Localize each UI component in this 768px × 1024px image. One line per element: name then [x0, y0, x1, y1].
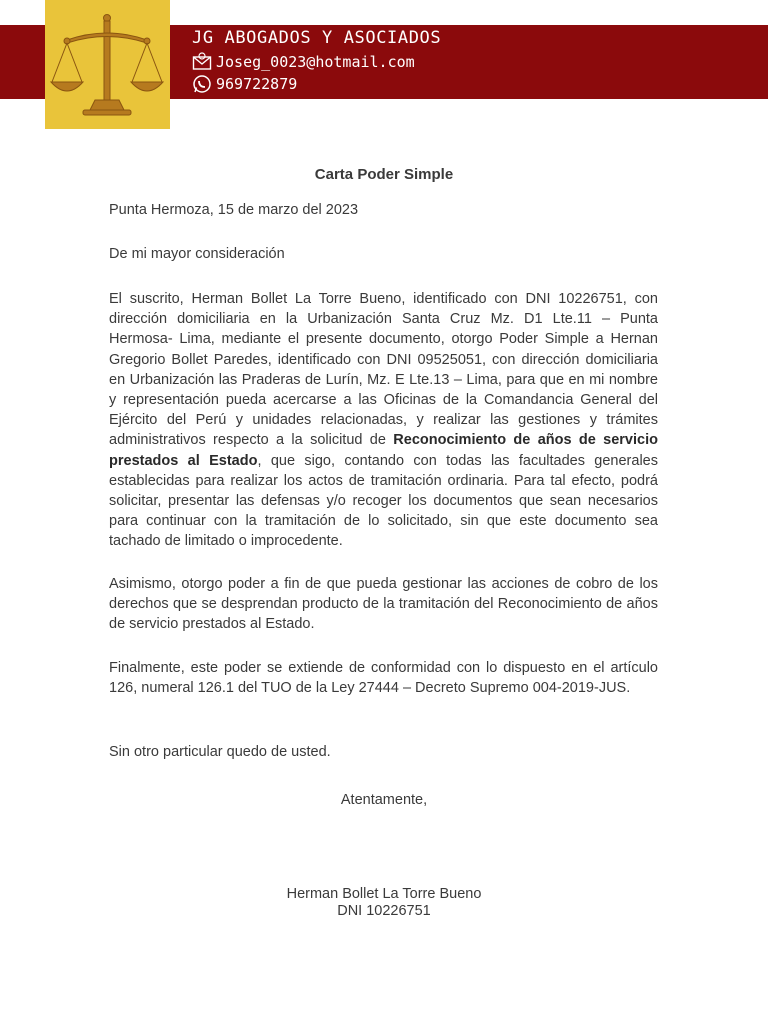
phone-contact	[192, 74, 297, 94]
paragraph-2: Asimismo, otorgo poder a fin de que pueda gestionar las acciones de cobro de los derechos que se desprendan producto de la tramitación del Reconocimiento de años de servicio prestados al Estado.	[109, 576, 658, 633]
greeting: De mi mayor consideración	[109, 246, 285, 262]
email-contact	[192, 52, 415, 72]
logo	[45, 0, 170, 129]
paragraph-1-bold: Reconocimiento de años de servicio prestados al Estado	[109, 432, 658, 469]
closing: Sin otro particular quedo de usted.	[109, 744, 331, 760]
signer-name: Herman Bollet La Torre Bueno	[286, 886, 482, 902]
email-text: Joseg_0023@hotmail.com	[216, 53, 415, 71]
signer-dni: DNI 10226751	[337, 903, 431, 919]
farewell: Atentamente,	[340, 792, 428, 808]
envelope-icon	[192, 52, 212, 72]
balance-scale-icon	[45, 0, 170, 129]
phone-text: 969722879	[216, 75, 298, 93]
whatsapp-icon	[192, 74, 212, 94]
place-date: Punta Hermoza, 15 de marzo del 2023	[109, 202, 359, 218]
letter-title: Carta Poder Simple	[314, 166, 454, 183]
paragraph-3: Finalmente, este poder se extiende de conformidad con lo dispuesto en el artículo 126, numeral 126.1 del TUO de la Ley 27444 – Decreto Supremo 004-2019-JUS.	[109, 660, 658, 697]
paragraph-1-end: , que sigo, contando con todas las facultades generales establecidas para realizar los actos de tramitación ordinaria. Para tal efecto, podrá solicitar, presentar las defensas y/o recoger los documentos que sean necesarios para continuar con la tramitación de lo solicitado, sin que este documento sea tachado de limitado o improcedente.	[109, 452, 658, 550]
paragraph-1	[109, 289, 658, 552]
paragraph-1-start: El suscrito, Herman Bollet La Torre Bueno, identificado con DNI 10226751, con dirección domiciliaria en la Urbanización Santa Cruz Mz. D1 Lte.11 – Punta Hermosa- Lima, mediante el presente documento, otorgo Poder Simple a Hernan Gregorio Bollet Paredes, identificado con DNI 09525051, con dirección domiciliaria en Urbanización las Praderas de Lurín, Mz. E Lte.13 – Lima, para que en mi nombre y representación pueda acercarse a las Oficinas de la Comandancia General del Ejército del Perú y unidades relacionadas, y realizar las gestiones y trámites administrativos respecto a la solicitud de	[109, 291, 658, 449]
firm-name: JG ABOGADOS Y ASOCIADOS	[192, 28, 442, 48]
